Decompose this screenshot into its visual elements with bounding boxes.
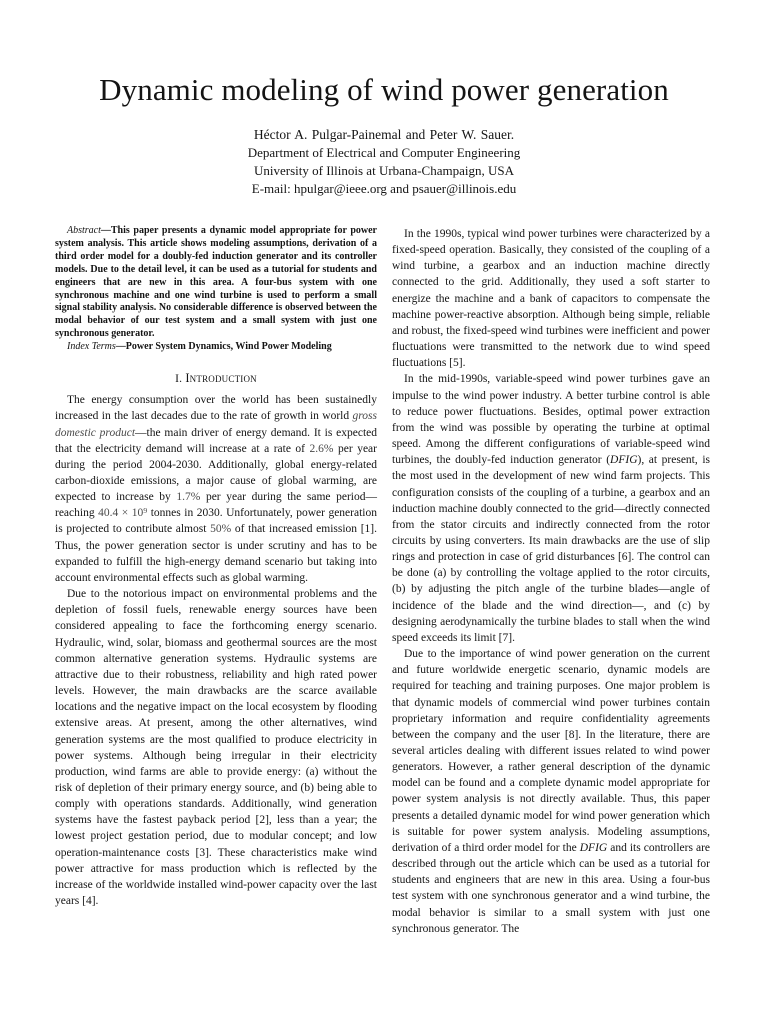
text-run: per year during the same period—reaching (55, 491, 377, 520)
section-title: Introduction (185, 371, 257, 386)
dfig-acronym: DFIG (610, 454, 638, 467)
section-heading-introduction (55, 370, 377, 387)
section-number: I. (175, 373, 183, 386)
intro-paragraph-2: Due to the notorious impact on environmental problems and the depletion of fossil fuels, renewable energy sources have been considered appealing to face the forthcoming energy scenario. Hydraulic, wind, solar, biomass and geothermal sources are the most common alternative generation systems. Hydraulic systems are attractive due to their robustness, reliability and high rated power levels. However, the main drawbacks are the scarce available locations and the negative impact on the local ecosystem by flooding extensive areas. At present, among the other alternatives, wind generation systems are the most qualified to produce electricity in power systems. Although being irregular in their electricity production, wind farms are able to provide energy: (a) without the risk of depletion of their primary energy source, and (b) being able to comply with operations standards. Additionally, wind generation systems have the fastest payback period [2], less than a year; the lowest project gestation period, due to modular concept; and low operation-maintenance costs [3]. These characteristics make wind power attractive for mass production which is reflected by the increase of the worldwide installed wind-power capacity over the last years [4]. (55, 588, 377, 908)
text-run: tonnes in 2030. Unfortunately, power generation is projected to contribute almost (55, 507, 377, 536)
affiliation-department: Department of Electrical and Computer Engineering (247, 145, 521, 160)
index-terms-label: Index Terms (67, 341, 116, 353)
text-run: per year during the period 2004-2030. Additionally, global energy-related carbon-dioxide emissions, a major cause of global warming, are expected to increase by (55, 442, 377, 504)
abstract-label: Abstract (67, 225, 101, 236)
text-run: ), at present, is the most used in the development of new wind farm projects. This configuration consists of the coupling of a turbine, a gearbox and an induction machine doubly connected to the grid—directly connected from the stator circuits and indirectly connected from the rotor circuits by using converters. Its main drawbacks are the use of slip rings and protection in case of grid disturbances [6]. The control can be done (a) by controlling the voltage applied to the rotor circuits, (b) by adjusting the pitch angle of the turbine blades—angle of incidence of the blade and the wind direction—, and (c) by designing aerodynamically the turbine blades to stall when the wind speed exceeds its limit [7]. (392, 454, 710, 644)
left-column (55, 225, 377, 909)
text-run: Due to the importance of wind power generation on the current and future worldwide energetic scenario, dynamic models are required for teaching and training purposes. One major problem is that dynamic models of commercial wind power turbines contain proprietary information and require confidentiality agreements between the company and the user [8]. In the literature, there are several articles dealing with different issues related to wind power generators. However, a rather general description of the dynamic model can be found and a complete dynamic model appropriate for power system analysis is not directly available. Thus, this paper presents a detailed dynamic model for wind power generation which is suitable for power system analysis. Modeling assumptions, derivation of a third order model for the (392, 648, 710, 854)
text-run: In the mid-1990s, variable-speed wind power turbines gave an impulse to the wind power industry. A better turbine control is able to reduce power fluctuations. Besides, optimal power extraction from the wind was possible by operating the turbine at optimal speed. Among the different configurations of variable-speed wind turbines, the doubly-fed induction generator ( (392, 373, 710, 467)
emission-total: 40.4 × 10⁹ (98, 507, 148, 520)
text-run: of that increased emission [1]. Thus, the power generation sector is under scrutiny and has to be expanded to fulfill the high-energy demand scenario but taking into account environmental effects such as global warming. (55, 523, 378, 584)
text-run: The energy consumption over the world has been sustainedly increased in the last decades due to the rate of growth in world (55, 394, 377, 423)
gdp-term: gross domestic product (55, 410, 377, 439)
index-terms (55, 341, 377, 354)
abstract (55, 225, 377, 341)
text-run: and its controllers are described through out the article which can be used as a tutorial for students and engineers that are new in this area. Using a four-bus test system with one synchronous generator and a wind turbine, the modal behavior is similar to a small system with just one synchronous generator. The (392, 841, 711, 935)
dfig-acronym: DFIG (579, 841, 608, 854)
abstract-text: —This paper presents a dynamic model appropriate for power system analysis. This article shows modeling assumptions, derivation of a third order model for a doubly-fed induction generator and its controller models. Due to the detail level, it can be used as a tutorial for students and engineers that are new in this area. A four-bus system with one synchronous machine and one wind turbine is used to perform a small signal stability analysis. No considerable difference is observed between the modal behavior of our test system and a small system with just one synchronous generator. (55, 225, 377, 340)
emission-rate: 1.7% (176, 491, 201, 504)
author-names: Héctor A. Pulgar-Painemal and Peter W. Sauer. (253, 127, 515, 142)
paper-title: Dynamic modeling of wind power generation (99, 72, 669, 107)
intro-paragraph-4 (392, 371, 710, 646)
text-run: —the main driver of energy demand. It is expected that the electricity demand will increase at a rate of (55, 426, 378, 455)
intro-paragraph-3: In the 1990s, typical wind power turbines were characterized by a fixed-speed operation. Basically, they consisted of the coupling of a wind turbine, a gearbox and an induction machine directly connected to the grid. Additionally, they used a soft starter to energize the machine and a bank of capacitors to compensate the machine power-reactive absorption. Although being simple, reliable and robust, the fixed-speed wind turbines were inefficient and power fluctuations were transmitted to the network due to wind speed fluctuations [5]. (392, 228, 710, 370)
intro-paragraph-5 (392, 646, 710, 937)
emission-share: 50% (210, 523, 232, 536)
author-block (0, 126, 768, 198)
intro-paragraph-1 (55, 392, 377, 586)
index-terms-text: —Power System Dynamics, Wind Power Modeling (115, 341, 332, 353)
demand-rate: 2.6% (309, 442, 334, 455)
affiliation-email: E-mail: hpulgar@ieee.org and psauer@illinois.edu (251, 181, 517, 196)
right-column (392, 226, 710, 937)
affiliation-university: University of Illinois at Urbana-Champaign, USA (254, 163, 514, 178)
